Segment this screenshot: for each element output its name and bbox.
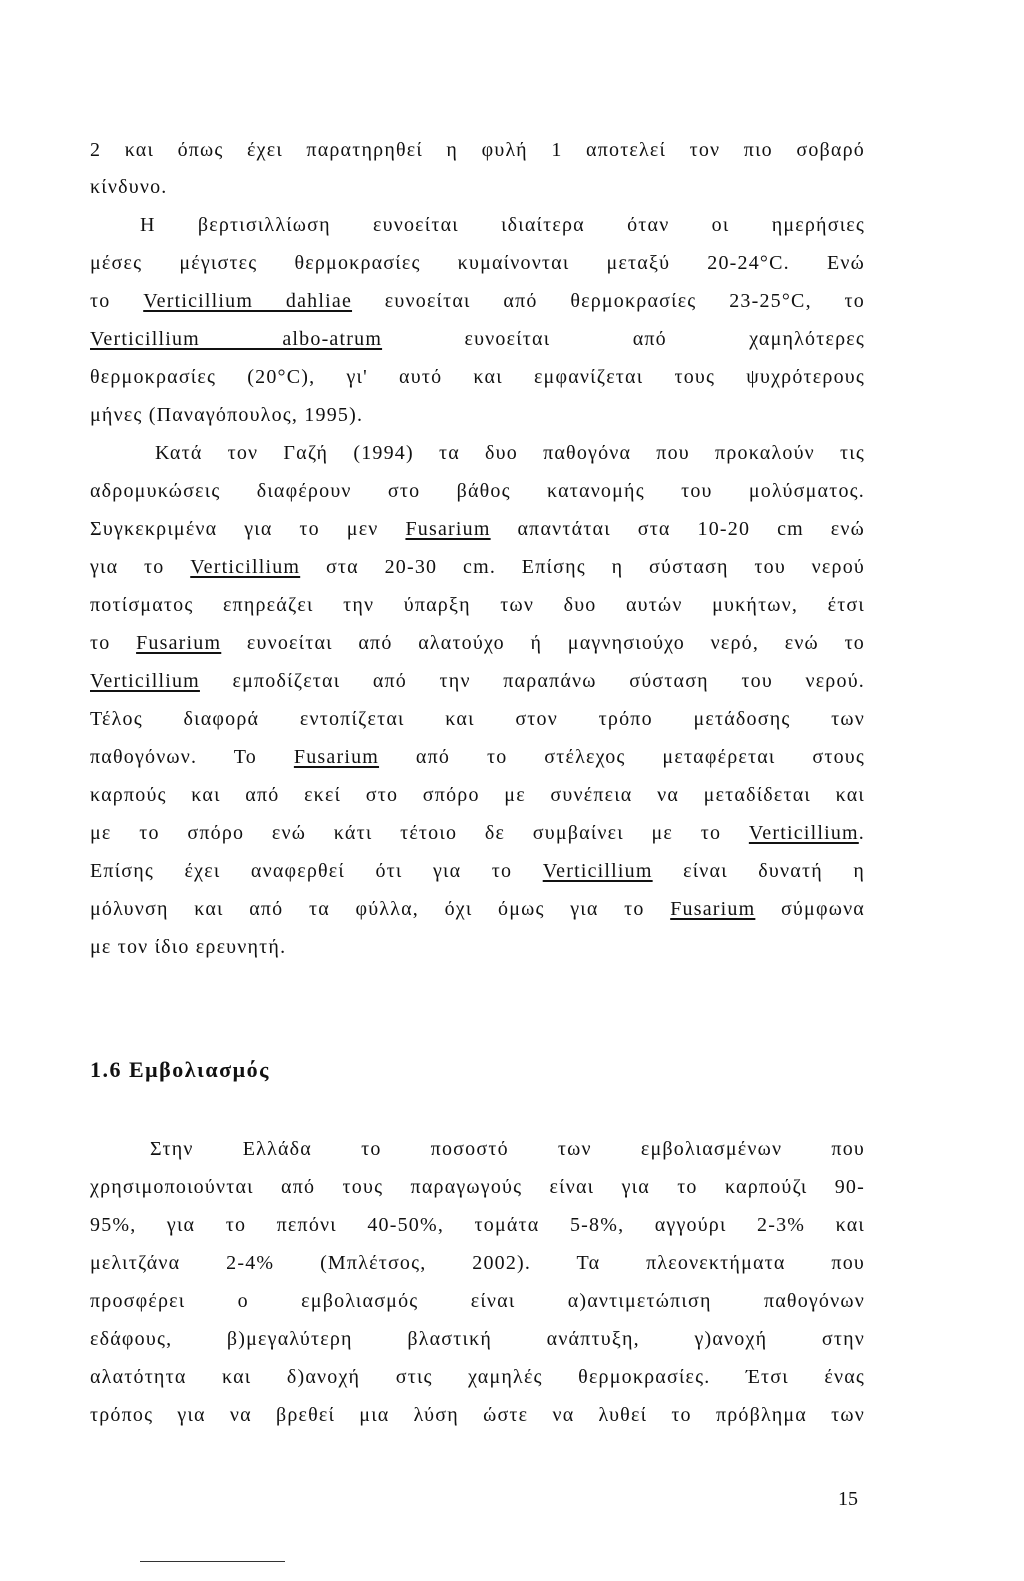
text-line: με το σπόρο ενώ κάτι τέτοιο δε συμβαίνει με το Verticillium. [90, 822, 865, 844]
text-line: μόλυνση και από τα φύλλα, όχι όμως για το Fusarium σύμφωνα [90, 898, 865, 920]
text-line: το Verticillium dahliae ευνοείται από θερμοκρασίες 23-25°C, το [90, 290, 865, 312]
text-line: το Fusarium ευνοείται από αλατούχο ή μαγνησιούχο νερό, ενώ το [90, 632, 866, 654]
text-line: μήνες (Παναγόπουλος, 1995). [90, 404, 364, 426]
page-number: 15 [838, 1488, 858, 1510]
footer-rule [140, 1561, 285, 1562]
text-line: με τον ίδιο ερευνητή. [90, 936, 287, 958]
text-line: Επίσης έχει αναφερθεί ότι για το Verticillium είναι δυνατή η [90, 860, 866, 882]
text-line: Συγκεκριμένα για το μεν Fusarium απαντάται στα 10-20 cm ενώ [90, 518, 866, 540]
text-line: προσφέρει ο εμβολιασμός είναι α)αντιμετώπιση παθογόνων [90, 1290, 865, 1312]
text-line: μέσες μέγιστες θερμοκρασίες κυμαίνονται μεταξύ 20-24°C. Ενώ [90, 252, 865, 274]
text-line: κίνδυνο. [90, 176, 168, 198]
text-line: Η βερτισιλλίωση ευνοείται ιδιαίτερα όταν οι ημερήσιες [140, 214, 865, 236]
text-line: αλατότητα και δ)ανοχή στις χαμηλές θερμοκρασίες. Έτσι ένας [90, 1366, 865, 1388]
text-line: ποτίσματος επηρεάζει την ύπαρξη των δυο αυτών μυκήτων, έτσι [90, 594, 865, 616]
text-line: Κατά τον Γαζή (1994) τα δυο παθογόνα που προκαλούν τις [155, 442, 865, 464]
text-line: Στην Ελλάδα το ποσοστό των εμβολιασμένων που [150, 1138, 865, 1160]
text-line: καρπούς και από εκεί στο σπόρο με συνέπεια να μεταδίδεται και [90, 784, 865, 806]
section-heading: 1.6 Εμβολιασμός [90, 1057, 270, 1082]
text-line: εδάφους, β)μεγαλύτερη βλαστική ανάπτυξη, γ)ανοχή στην [90, 1328, 865, 1350]
text-line: μελιτζάνα 2-4% (Μπλέτσος, 2002). Τα πλεονεκτήματα που [90, 1252, 865, 1274]
text-line: χρησιμοποιούνται από τους παραγωγούς είναι για το καρπούζι 90- [90, 1176, 865, 1198]
text-line: Τέλος διαφορά εντοπίζεται και στον τρόπο μετάδοσης των [90, 708, 865, 730]
text-line: Verticillium εμποδίζεται από την παραπάνω σύσταση του νερού. [90, 670, 865, 692]
text-line: για το Verticillium στα 20-30 cm. Επίσης η σύσταση του νερού [90, 556, 866, 578]
text-line: τρόπος για να βρεθεί μια λύση ώστε να λυθεί το πρόβλημα των [90, 1404, 865, 1426]
text-line: 95%, για το πεπόνι 40-50%, τομάτα 5-8%, αγγούρι 2-3% και [90, 1214, 865, 1236]
text-line: Verticillium albo-atrum ευνοείται από χαμηλότερες [90, 328, 865, 350]
text-line: παθογόνων. Το Fusarium από το στέλεχος μεταφέρεται στους [90, 746, 865, 768]
text-line: 2 και όπως έχει παρατηρηθεί η φυλή 1 αποτελεί τον πιο σοβαρό [90, 139, 865, 161]
text-line: θερμοκρασίες (20°C), γι' αυτό και εμφανίζεται τους ψυχρότερους [90, 366, 865, 388]
text-line: αδρομυκώσεις διαφέρουν στο βάθος κατανομής του μολύσματος. [90, 480, 865, 502]
